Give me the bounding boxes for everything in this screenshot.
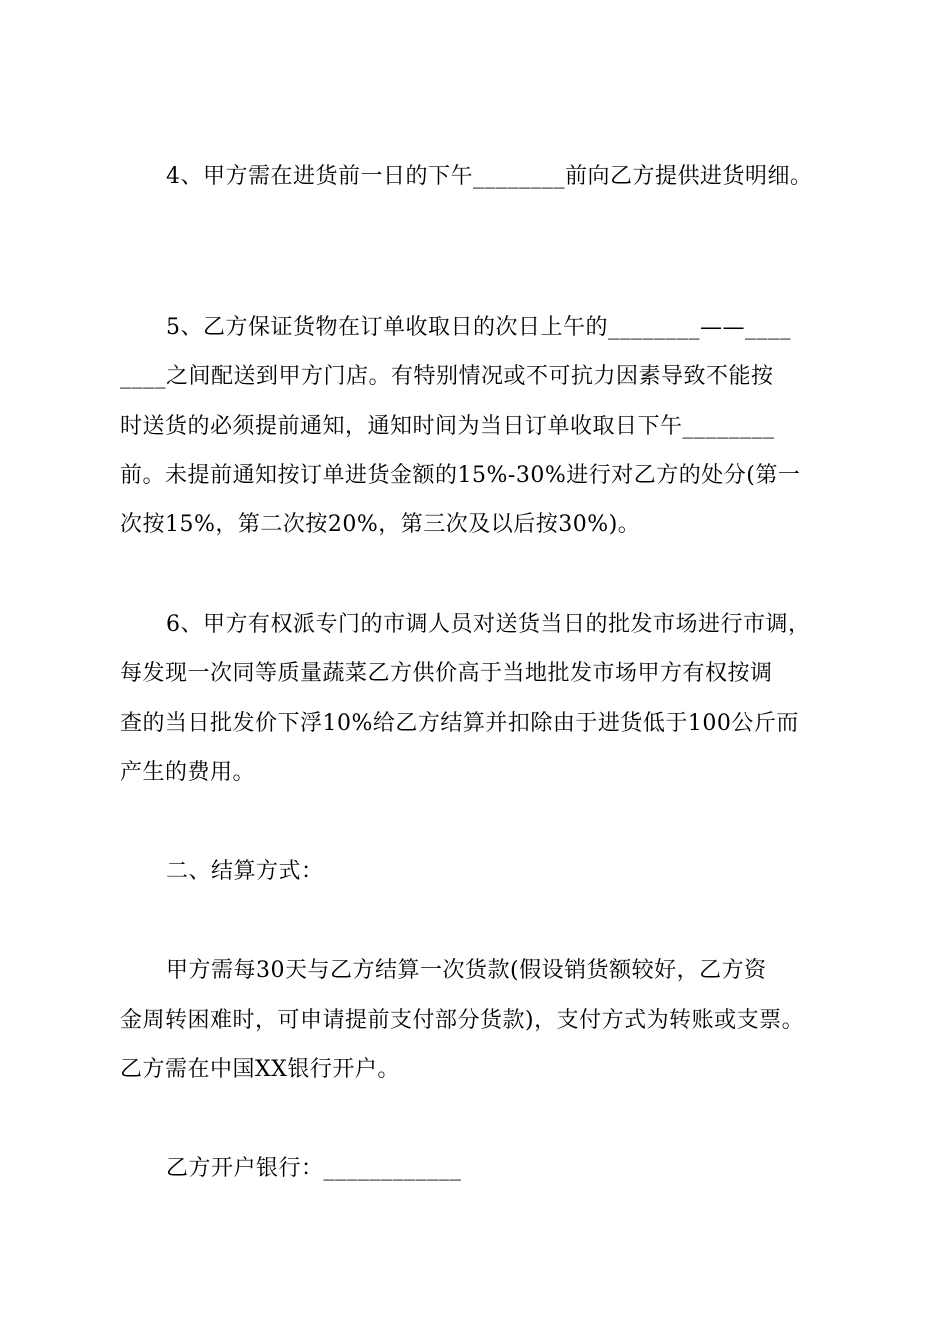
clause-5-line-4: 前。未提前通知按订单进货金额的15%-30%进行对乙方的处分(第一	[120, 463, 801, 488]
clause-6-line-4: 产生的费用。	[120, 760, 256, 785]
clause-6-line-2: 每发现一次同等质量蔬菜乙方供价高于当地批发市场甲方有权按调	[120, 661, 773, 686]
settlement-line-3: 乙方需在中国XX银行开户。	[120, 1057, 400, 1082]
settlement-line-1: 甲方需每30天与乙方结算一次货款(假设销货额较好，乙方资	[166, 958, 767, 983]
clause-4-line-1: 4、甲方需在进货前一日的下午________前向乙方提供进货明细。	[166, 164, 813, 189]
settlement-line-2: 金周转困难时，可申请提前支付部分货款)，支付方式为转账或支票。	[120, 1008, 805, 1033]
clause-5-line-1: 5、乙方保证货物在订单收取日的次日上午的________——____	[166, 315, 791, 340]
clause-6-line-3: 查的当日批发价下浮10%给乙方结算并扣除由于进货低于100公斤而	[120, 711, 799, 736]
clause-5-line-5: 次按15%，第二次按20%，第三次及以后按30%)。	[120, 512, 641, 537]
section-heading-settlement: 二、结算方式：	[166, 859, 324, 884]
clause-6-line-1: 6、甲方有权派专门的市调人员对送货当日的批发市场进行市调，	[166, 612, 811, 637]
clause-5-line-2: ____之间配送到甲方门店。有特别情况或不可抗力因素导致不能按	[120, 364, 774, 389]
bank-field-line: 乙方开户银行：____________	[166, 1156, 462, 1181]
clause-5-line-3: 时送货的必须提前通知，通知时间为当日订单收取日下午________	[120, 414, 775, 439]
